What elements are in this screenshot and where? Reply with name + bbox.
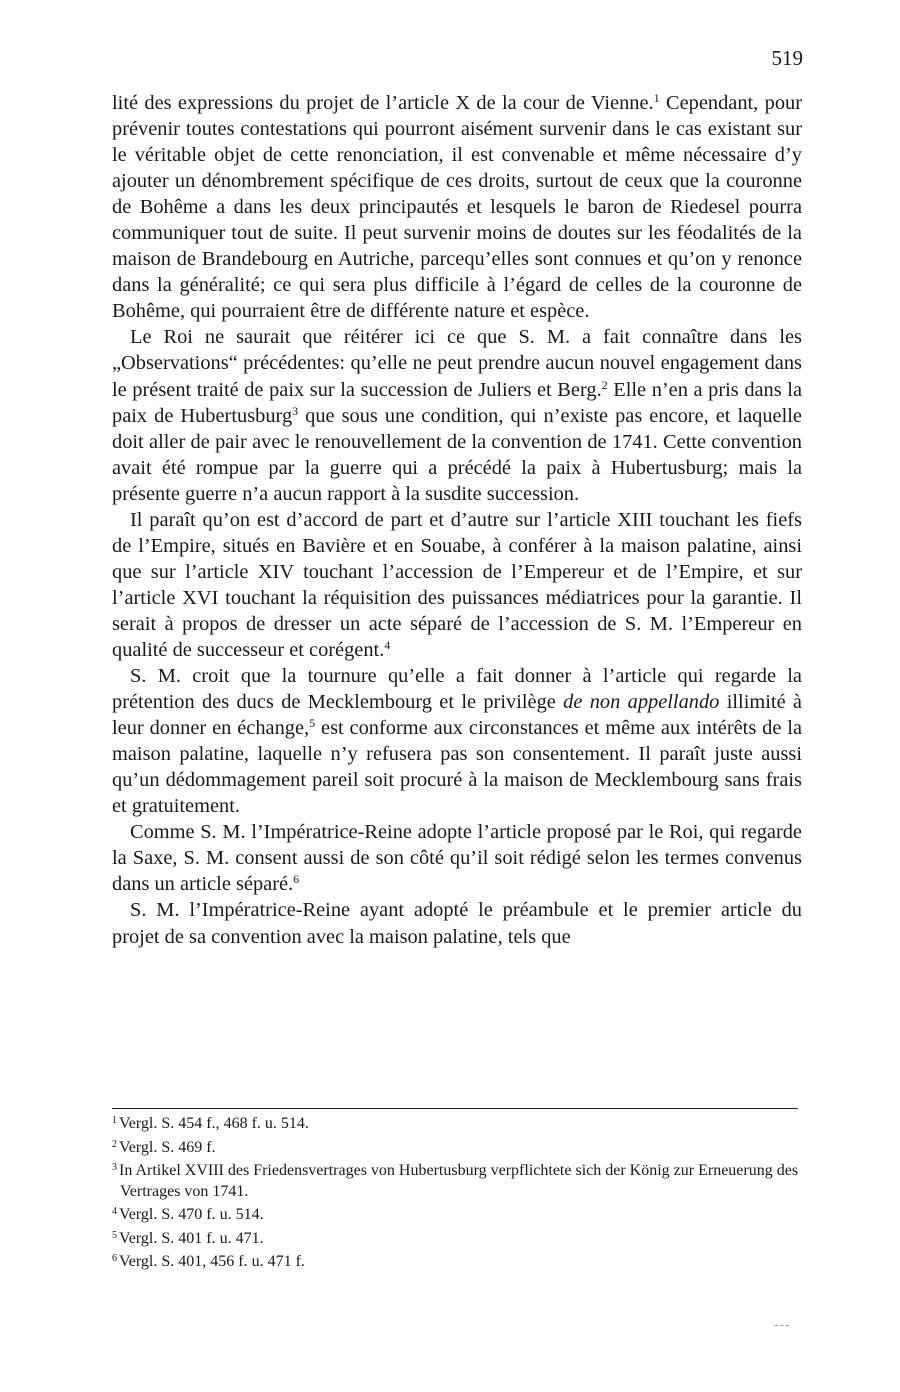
footnotes — [112, 1111, 802, 1273]
text-run: lité des expressions du projet de l’article X de la cour de Vienne. — [112, 92, 654, 114]
italic-phrase: de non appellando — [563, 691, 720, 714]
footnote-text: Vergl. S. 401, 456 f. u. 471 f. — [119, 1253, 305, 1270]
footnote-ref[interactable]: 5 — [309, 716, 316, 731]
text-run: illimité à leur donner en échange, — [112, 691, 802, 740]
footnote-4 — [112, 1202, 802, 1226]
footnote-text: Vergl. S. 401 f. u. 471. — [119, 1229, 264, 1247]
paragraph-1 — [112, 90, 802, 324]
text-run: Comme S. M. l’Impératrice-Reine adopte l’article proposé par le Roi, qui regarde la Saxe, S. M. consent aussi de son côté qu’il soit rédigé selon les termes convenus dans un article séparé. — [112, 821, 802, 896]
text-run: Il paraît qu’on est d’accord de part et d’autre sur l’article XIII touchant les fiefs de l’Empire, situés en Bavière et en Souabe, à conférer à la maison palatine, ainsi que sur l’article XIV touchant l’accession de l’Empereur et de l’Empire, et sur l’article XVI touchant la réquisition des puissances médiatrices pour la garantie. Il serait à propos de dresser un acte séparé de l’accession de S. M. l’Empereur en qualité de successeur et corégent. — [112, 508, 802, 661]
text-run: Cependant, pour prévenir toutes contestations qui pourront aisément survenir dans le cas existant sur le véritable objet de cette renonciation, il est convenable et même nécessaire d’y ajouter un dénombrement spécifique de ces droits, surtout de ceux que la couronne de Bohême a dans les deux principautés et lesquels le baron de Riedesel pourra communiquer tout de suite. Il peut survenir moins de doutes sur les féodalités de la maison de Brandebourg en Autriche, parcequ’elles sont connues et qu’on y renonce dans la généralité; ce qui sera plus difficile à l’égard de celles de la couronne de Bohême, qui pourraient être de différente nature et espèce. — [112, 92, 802, 323]
paragraph-4 — [112, 663, 802, 819]
footnote-ref[interactable]: 6 — [293, 872, 300, 887]
footnote-number: 2 — [112, 1138, 117, 1150]
page-number: 519 — [771, 46, 803, 70]
footnote-1 — [112, 1111, 802, 1135]
footnote-5 — [112, 1226, 802, 1250]
footnote-number: 4 — [112, 1206, 117, 1217]
main-text — [112, 90, 802, 950]
text-run: est conforme aux circonstances et même aux intérêts de la maison palatine, laquelle n’y refusera pas son consentement. Il paraît juste aussi qu’un dédommagement pareil soit procuré à la maison de Mecklembourg sans frais et gratuitement. — [112, 717, 803, 818]
footnote-number: 3 — [112, 1162, 117, 1173]
footnote-text: In Artikel XVIII des Friedensvertrages von Hubertusburg verpflichtete sich der König zur Erneuerung des Vertrages von 1741. — [119, 1162, 799, 1200]
footnote-ref[interactable]: 1 — [653, 91, 660, 105]
paragraph-6 — [112, 897, 802, 949]
footnote-number: 1 — [112, 1115, 117, 1126]
footnote-ref[interactable]: 2 — [601, 377, 608, 392]
footnote-number: 5 — [112, 1229, 117, 1241]
paragraph-3 — [112, 507, 802, 663]
scan-artifact — [775, 1325, 789, 1326]
footnote-text: Vergl. S. 454 f., 468 f. u. 514. — [119, 1115, 309, 1132]
paragraph-5 — [112, 819, 802, 897]
footnote-ref[interactable]: 3 — [292, 403, 299, 418]
text-run: S. M. croit que la tournure qu’elle a fait donner à l’article qui regarde la prétention des ducs de Mecklembourg et le privilège — [112, 665, 802, 714]
footnote-number: 6 — [112, 1253, 117, 1264]
footnote-divider — [112, 1108, 798, 1109]
text-run: que sous une condition, qui n’existe pas encore, et laquelle doit aller de pair avec le renouvellement de la convention de 1741. Cette convention avait été rompue par la guerre qui a précédé la paix à Hubertusburg; mais la présente guerre n’a aucun rapport à la susdite succession. — [112, 404, 802, 505]
paragraph-2 — [112, 324, 802, 506]
footnote-text: Vergl. S. 469 f. — [119, 1138, 216, 1156]
footnote-6 — [112, 1249, 802, 1273]
text-run: Elle n’en a pris dans la paix de Hubertusburg — [112, 378, 802, 427]
footnote-text: Vergl. S. 470 f. u. 514. — [119, 1206, 264, 1223]
footnote-2 — [112, 1135, 802, 1159]
footnote-3 — [112, 1158, 802, 1202]
footnote-ref[interactable]: 4 — [384, 637, 391, 652]
text-run: S. M. l’Impératrice-Reine ayant adopté le préambule et le premier article du projet de sa convention avec la maison palatine, tels que — [112, 899, 802, 948]
text-run: Le Roi ne saurait que réitérer ici ce que S. M. a fait connaître dans les „Observations“ précédentes: qu’elle ne peut prendre aucun nouvel engagement dans le présent traité de paix sur la succession de Juliers et Berg. — [112, 326, 802, 401]
